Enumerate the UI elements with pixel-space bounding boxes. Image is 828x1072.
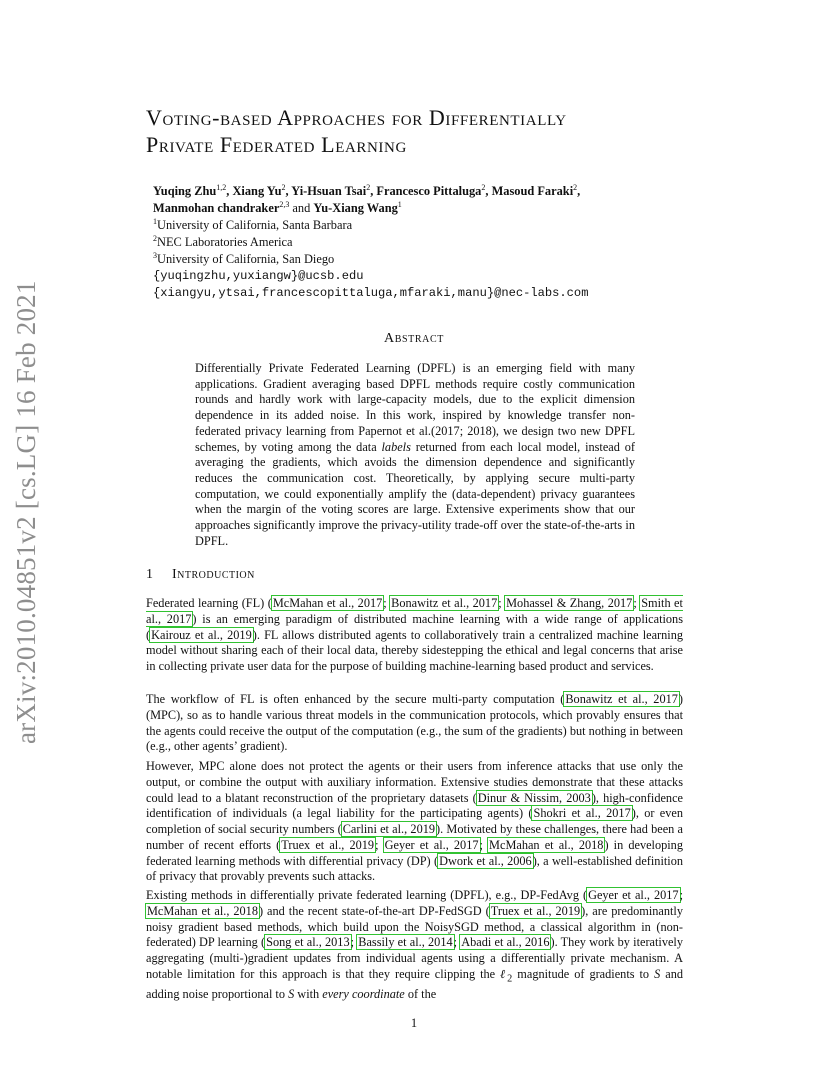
section-number: 1 — [146, 567, 154, 582]
author-name: Masoud Faraki — [491, 184, 574, 198]
author-line-1: Yuqing Zhu$^{1,2}$, Xiang Yu$^2$, Yi-Hsuan Tsai$^2$, Francesco Pittaluga$^2$, Masoud Faraki$^2$, — [153, 182, 581, 198]
citation-link[interactable]: Bonawitz et al., 2017 — [391, 596, 498, 610]
paragraph-4: Existing methods in differentially private federated learning (DPFL), e.g., DP-FedAvg (Geyer et al., 2017; McMahan et al., 2018) and the recent state-of-the-art DP-FedSGD (Truex et al., 2019), are predominantly noisy gradient based methods, which build upon the NoisySGD method, a classical algorithm in (non-federated) DP learning (Song et al., 2013; Bassily et al., 2014; Abadi et al., 2016). They work by iteratively aggregating (multi-)gradient updates from individual agents using a differentially private mechanism. A notable limitation for this approach is that they require clipping the ℓ$_2$ magnitude of gradients to S and adding noise proportional to S with every coordinate of the — [146, 888, 684, 1001]
citation-link[interactable]: Kairouz et al., 2019 — [151, 627, 252, 642]
affiliation-mark: 2 — [281, 182, 286, 192]
abstract-heading: Abstract — [384, 331, 444, 346]
citation-link[interactable]: McMahan et al., 2018 — [147, 903, 258, 918]
paragraph-3: However, MPC alone does not protect the agents or their users from inference attacks that use only the output, or combine the output with auxiliary information. Extensive studies demonstrate that these attacks could lead to a blatant reconstruction of the proprietary datasets (Dinur & Nissim, 2003), high-confidence identification of individuals (a legal liability for the participating agents) (Shokri et al., 2017), or even completion of social security numbers (Carlini et al., 2019). Motivated by these challenges, there had been a number of recent efforts (Truex et al., 2019; Geyer et al., 2017; McMahan et al., 2018) in developing federated learning methods with differential privacy (DP) (Dwork et al., 2006), a well-established definition of privacy that provably prevents such attacks. — [146, 759, 683, 884]
author-line-2: Manmohan chandraker$^{2,3}$ and Yu-Xiang Wang$^1$ — [153, 199, 402, 215]
affiliation-1: $^1$University of California, Santa Barbara — [153, 216, 353, 232]
affiliation-mark: 2 — [366, 182, 371, 192]
citation-link[interactable]: Bonawitz et al., 2017 — [565, 692, 678, 706]
citation-link[interactable]: Carlini et al., 2019 — [342, 822, 436, 836]
paragraph-1: Federated learning (FL) (McMahan et al., 2017; Bonawitz et al., 2017; Mohassel & Zhang, 2017; Smith et al., 2017) is an emerging paradigm of distributed machine learning with a wide range of applications (Kairouz et al., 2019). FL allows distributed agents to collaboratively train a centralized machine learning model without sharing each of their local data, thereby sidestepping the ethical and legal concerns that arise in collecting private user data for the purpose of building machine-learning based product and services. — [146, 596, 683, 673]
citation-link[interactable]: Dwork et al., 2006 — [439, 853, 532, 868]
paper-title — [146, 104, 706, 158]
affiliation-mark: 2 — [573, 182, 578, 192]
affiliation-2: $^2$NEC Laboratories America — [153, 233, 293, 249]
arxiv-identifier: arXiv:2010.04851v2 [cs.LG] 16 Feb 2021 — [11, 280, 41, 744]
affiliation-mark: 1 — [397, 199, 402, 209]
citation-link[interactable]: Truex et al., 2019 — [490, 903, 581, 918]
affiliation-3: $^3$University of California, San Diego — [153, 250, 335, 266]
citation-link[interactable]: Abadi et al., 2016 — [461, 935, 550, 950]
author-name: Manmohan chandraker — [153, 201, 280, 215]
section-title: Introduction — [172, 567, 255, 582]
title-line-2: Private Federated Learning — [146, 132, 407, 157]
author-name: Xiang Yu — [232, 184, 282, 198]
citation-link[interactable]: Geyer et al., 2017 — [588, 888, 679, 902]
citation-link[interactable]: Dinur & Nissim, 2003 — [477, 790, 591, 805]
citation-link[interactable]: Bassily et al., 2014 — [358, 935, 453, 950]
author-name: Yuqing Zhu — [153, 184, 217, 198]
citation-link[interactable]: Smith et al., 2017 — [146, 596, 683, 626]
citation-link[interactable]: Truex et al., 2019 — [281, 837, 375, 852]
affiliation-mark: 2 — [481, 182, 486, 192]
citation-link[interactable]: Geyer et al., 2017 — [384, 837, 479, 852]
citation-link[interactable]: Mohassel & Zhang, 2017 — [506, 596, 633, 610]
citation-link[interactable]: McMahan et al., 2017 — [272, 596, 383, 610]
title-line-1: Voting-based Approaches for Differentially — [146, 105, 567, 130]
author-name: Yi-Hsuan Tsai — [291, 184, 367, 198]
email-line-1: {yuqingzhu,yuxiangw}@ucsb.edu — [153, 269, 364, 283]
author-name: Yu-Xiang Wang — [313, 201, 398, 215]
section-heading — [146, 567, 255, 583]
abstract-text: Differentially Private Federated Learning (DPFL) is an emerging field with many applications. Gradient averaging based DPFL methods require costly communication rounds and hardly work with large-capacity models, due to the explicit dimension dependence in its added noise. In this work, inspired by knowledge transfer non-federated privacy learning from Papernot et al.(2017; 2018), we design two new DPFL schemes, by voting among the data labels returned from each local model, instead of averaging the gradients, which avoids the dimension dependence and significantly reduces the communication cost. Theoretically, by applying secure multi-party computation, we could exponentially amplify the (data-dependent) privacy guarantees when the margin of the voting scores are large. Extensive experiments show that our approaches significantly improve the privacy-utility trade-off over the state-of-the-arts in DPFL. — [195, 361, 635, 548]
citation-link[interactable]: Shokri et al., 2017 — [533, 806, 631, 821]
paragraph-2: The workflow of FL is often enhanced by the secure multi-party computation (Bonawitz et al., 2017) (MPC), so as to handle various threat models in the communication protocols, which provably ensures that the agents could receive the output of the computation (e.g., the sum of the gradients) but nothing in between (e.g., other agents’ gradient). — [146, 692, 684, 754]
author-name: Francesco Pittaluga — [376, 184, 482, 198]
affiliation-mark: 1,2 — [216, 182, 227, 192]
email-line-2: {xiangyu,ytsai,francescopittaluga,mfaraki,manu}@nec-labs.com — [153, 286, 589, 300]
citation-link[interactable]: McMahan et al., 2018 — [489, 837, 604, 852]
author-block — [153, 183, 693, 302]
affiliation-mark: 2,3 — [279, 199, 290, 209]
citation-link[interactable]: Song et al., 2013 — [266, 935, 350, 950]
page-number: 1 — [410, 1016, 418, 1030]
